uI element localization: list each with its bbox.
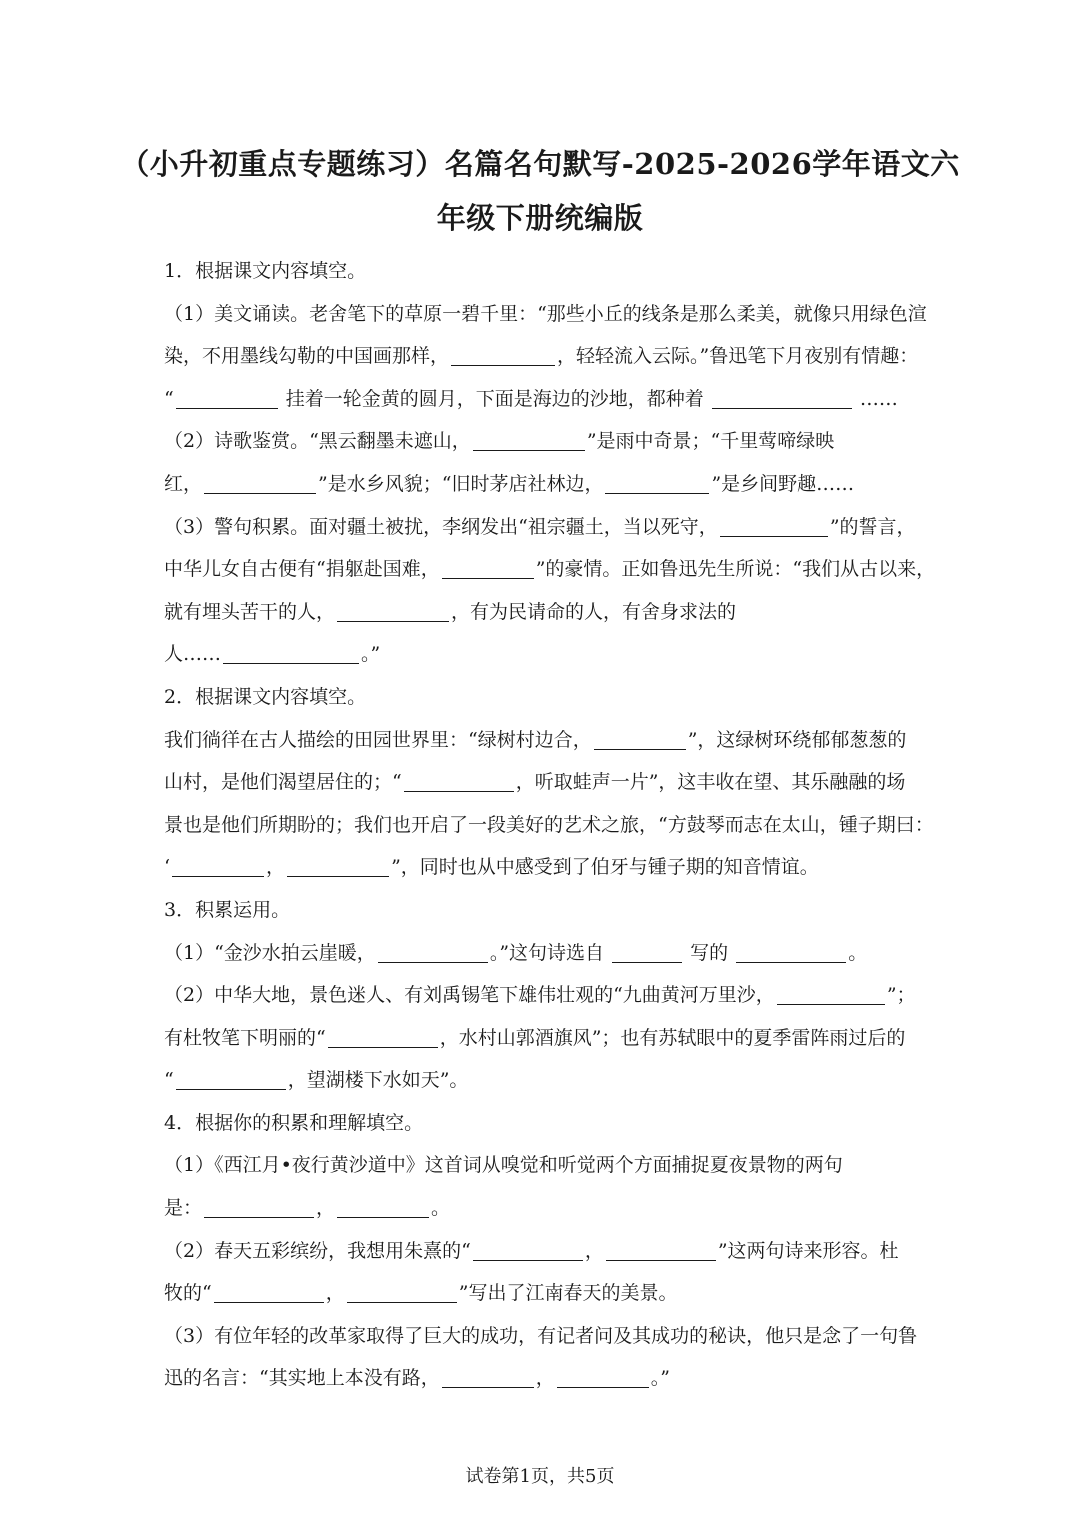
q2-line: 我们徜徉在古人描绘的田园世界里：“绿树村边合， ”，这绿树环绕郁郁葱葱的: [164, 728, 907, 751]
answer-blank[interactable]: [337, 1195, 429, 1218]
question-3-heading: 3．积累运用。: [164, 898, 291, 921]
answer-blank[interactable]: [442, 1365, 534, 1388]
answer-blank[interactable]: [720, 514, 828, 537]
q4-line: 是： ， 。: [164, 1197, 451, 1220]
q2-line: 山村，是他们渴望居住的；“ ，听取蛙声一片”，这丰收在望、其乐融融的场: [164, 771, 906, 794]
answer-blank[interactable]: [712, 386, 852, 409]
page-footer: 试卷第1页，共5页: [465, 1466, 615, 1487]
q4-line: （1）《西江月•夜行黄沙道中》这首词从嗅觉和听觉两个方面捕捉夏夜景物的两句: [164, 1154, 843, 1177]
q1-line: （1）美文诵读。老舍笔下的草原一碧千里：“那些小丘的线条是那么柔美，就像只用绿色渲: [164, 302, 927, 325]
q3-line: “ ，望湖楼下水如天”。: [164, 1069, 469, 1092]
answer-blank[interactable]: [736, 940, 846, 963]
q4-line: （3）有位年轻的改革家取得了巨大的成功，有记者问及其成功的秘诀，他只是念了一句鲁: [164, 1324, 918, 1347]
answer-blank[interactable]: [442, 556, 534, 579]
question-2-heading: 2．根据课文内容填空。: [164, 685, 367, 708]
q3-line: （2）中华大地，景色迷人、有刘禹锡笔下雄伟壮观的“九曲黄河万里沙， ”；: [164, 984, 916, 1007]
q1-line: （2）诗歌鉴赏。“黑云翻墨未遮山， ”是雨中奇景；“千里莺啼绿映: [164, 430, 835, 453]
q4-line: 牧的“ ， ”写出了江南春天的美景。: [164, 1282, 678, 1305]
answer-blank[interactable]: [557, 1365, 649, 1388]
answer-blank[interactable]: [337, 599, 449, 622]
answer-blank[interactable]: [287, 854, 389, 877]
q2-line: 景也是他们所期盼的；我们也开启了一段美好的艺术之旅，“方鼓琴而志在太山，锺子期曰：: [164, 813, 934, 836]
answer-blank[interactable]: [777, 982, 885, 1005]
q1-line: 就有埋头苦干的人， ，有为民请命的人，有舍身求法的: [164, 600, 737, 623]
answer-blank[interactable]: [605, 471, 709, 494]
exam-content: [164, 250, 936, 1400]
answer-blank[interactable]: [347, 1280, 457, 1303]
answer-blank[interactable]: [176, 386, 278, 409]
answer-blank[interactable]: [204, 1195, 314, 1218]
q1-line: 中华儿女自古便有“捐躯赴国难， ”的豪情。正如鲁迅先生所说：“我们从古以来，: [164, 558, 936, 581]
answer-blank[interactable]: [328, 1025, 438, 1048]
q4-line: （2）春天五彩缤纷，我想用朱熹的“ ， ”这两句诗来形容。杜: [164, 1239, 899, 1262]
answer-blank[interactable]: [176, 1067, 286, 1090]
q1-line: 人…… 。”: [164, 643, 381, 666]
answer-blank[interactable]: [473, 1238, 583, 1261]
q2-line: ‘ ， ”，同时也从中感受到了伯牙与锺子期的知音情谊。: [164, 856, 819, 879]
answer-blank[interactable]: [223, 641, 359, 664]
answer-blank[interactable]: [214, 1280, 324, 1303]
question-1-heading: 1．根据课文内容填空。: [164, 260, 367, 282]
q3-line: （1）“金沙水拍云崖暖， 。”这句诗选自 写的 。: [164, 941, 868, 964]
answer-blank[interactable]: [451, 343, 555, 366]
answer-blank[interactable]: [378, 940, 488, 963]
answer-blank[interactable]: [473, 428, 585, 451]
page-title-line2: 年级下册统编版: [436, 201, 644, 235]
q1-line: “ 挂着一轮金黄的圆月，下面是海边的沙地，都种着 ……: [164, 387, 898, 410]
q4-line: 迅的名言：“其实地上本没有路， ， 。”: [164, 1367, 670, 1390]
page-title-line1: （小升初重点专题练习）名篇名句默写-2025-2026学年语文六: [120, 147, 960, 181]
answer-blank[interactable]: [606, 1238, 716, 1261]
answer-blank[interactable]: [172, 854, 264, 877]
answer-blank[interactable]: [404, 769, 514, 792]
answer-blank[interactable]: [594, 727, 686, 750]
q3-line: 有杜牧笔下明丽的“ ，水村山郭酒旗风”；也有苏轼眼中的夏季雷阵雨过后的: [164, 1026, 906, 1049]
answer-blank[interactable]: [204, 471, 316, 494]
question-4-heading: 4．根据你的积累和理解填空。: [164, 1111, 424, 1134]
q1-line: 染，不用墨线勾勒的中国画那样， ，轻轻流入云际。”鲁迅笔下月夜别有情趣：: [164, 345, 919, 368]
q1-line: （3）警句积累。面对疆土被扰，李纲发出“祖宗疆土，当以死守， ”的誓言，: [164, 515, 916, 538]
q1-line: 红， ”是水乡风貌；“旧时茅店社林边， ”是乡间野趣……: [164, 472, 855, 495]
answer-blank[interactable]: [612, 940, 682, 963]
